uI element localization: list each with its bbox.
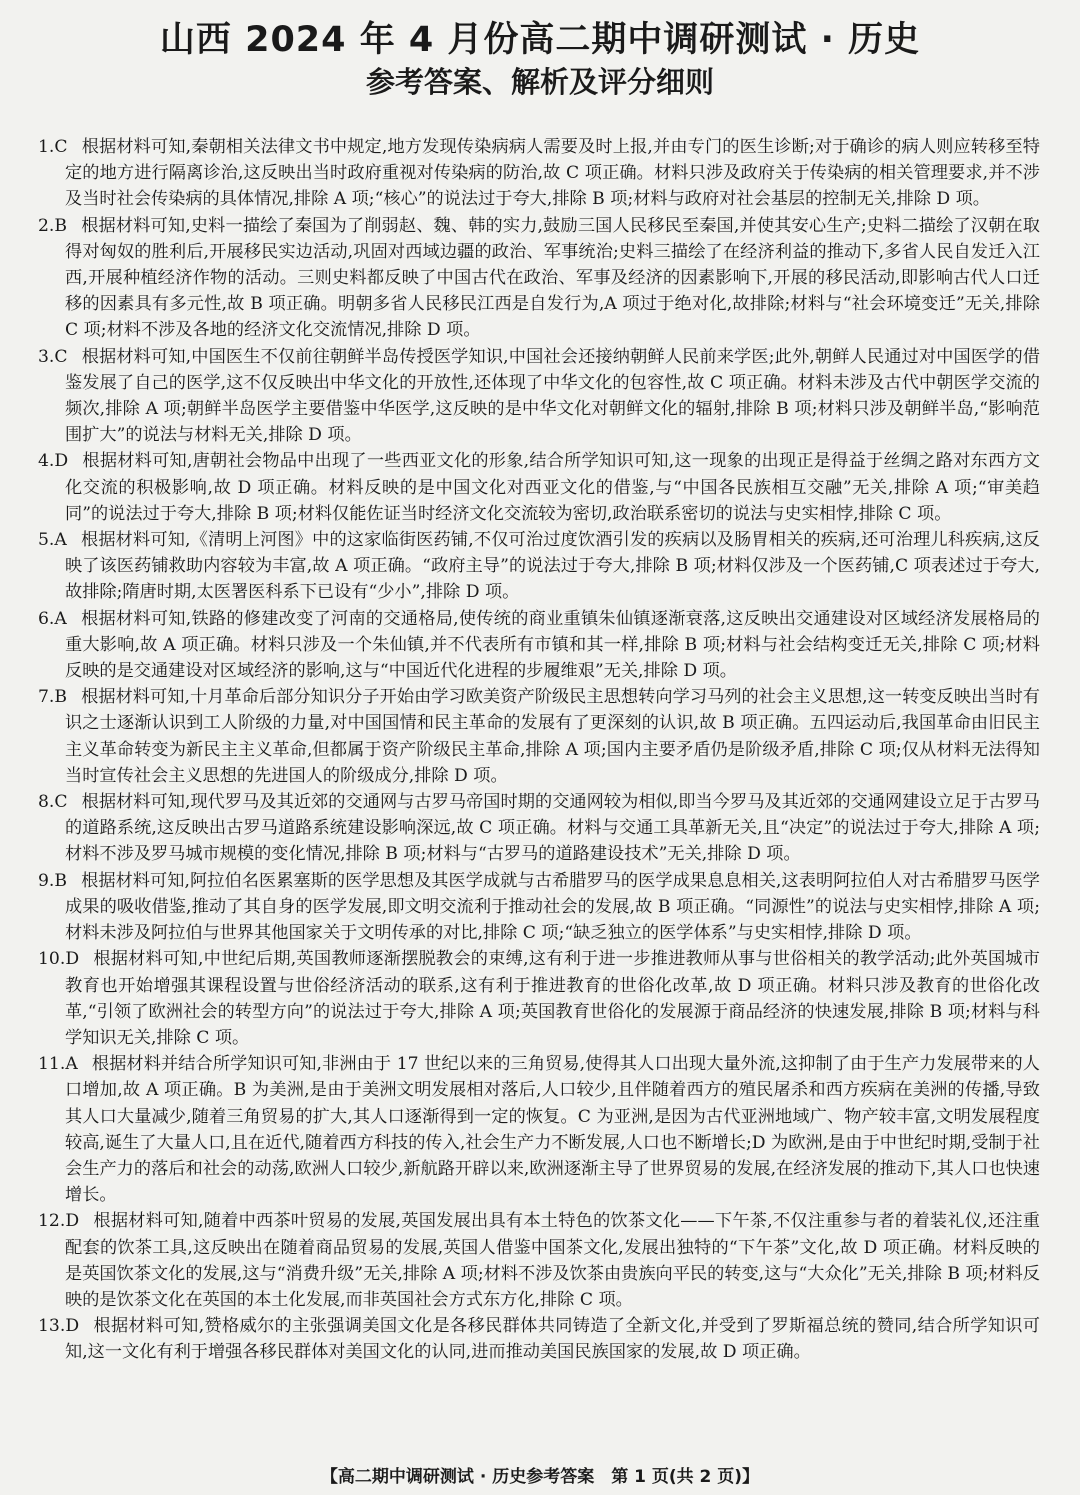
answer-key: D [65, 1211, 80, 1232]
answer-text: 根据材料可知,《清明上河图》中的这家临街医药铺,不仅可治过度饮酒引发的疾病以及肠胃相关的疾病,还可治理儿科疾病,这反映了该医药铺救助内容较为丰富,故 A 项正确。“政府主导”的说法过于夸大,排除 B 项;材料仅涉及一个医药铺,C 项表述过于夸大,故排除;隋唐时期,太医署医科系下已设有“少小”,排除 D 项。 [65, 530, 1040, 603]
answer-number: 3. [38, 346, 55, 367]
answer-key: B [54, 215, 68, 236]
answer-text: 根据材料并结合所学知识可知,非洲由于 17 世纪以来的三角贸易,使得其人口出现大量外流,这抑制了由于生产力发展带来的人口增加,故 A 项正确。B 为美洲,是由于美洲文明发展相对落后,人口较少,且伴随着西方的殖民屠杀和西方疾病在美洲的传播,导致其人口大量减少,随着三角贸易的扩大,其人口逐渐得到一定的恢复。C 为亚洲,是因为古代亚洲地域广、物产较丰富,文明发展程度较高,诞生了大量人口,且在近代,随着西方科技的传入,社会生产力不断发展,人口也不断增长;D 为欧洲,是由于中世纪时期,受制于社会生产力的落后和社会的动荡,欧洲人口较少,新航路开辟以来,欧洲逐渐主导了世界贸易的发展,在经济发展的推动下,其人口也快速增长。 [65, 1054, 1040, 1206]
answer-key: D [54, 451, 69, 472]
answer-number: 6. [38, 608, 55, 629]
answer-number: 9. [38, 870, 55, 891]
answer-text: 根据材料可知,中世纪后期,英国教师逐渐摆脱教会的束缚,这有利于进一步推进教师从事与世俗相关的教学活动;此外英国城市教育也开始增强其课程设置与世俗经济活动的联系,这有利于推进教育的世俗化改革,故 D 项正确。材料只涉及教育的世俗化改革,“引领了欧洲社会的转型方向”的说法过于夸大,排除 A 项;英国教育世俗化的发展源于商品经济的快速发展,排除 B 项;材料与科学知识无关,排除 C 项。 [65, 949, 1040, 1048]
answer-item-6 [38, 606, 1040, 685]
answer-text: 根据材料可知,中国医生不仅前往朝鲜半岛传授医学知识,中国社会还接纳朝鲜人民前来学医;此外,朝鲜人民通过对中国医学的借鉴发展了自己的医学,这不仅反映出中华文化的开放性,还体现了中华文化的包容性,故 C 项正确。材料未涉及古代中朝医学交流的频次,排除 A 项;朝鲜半岛医学主要借鉴中华医学,这反映的是中华文化对朝鲜文化的辐射,排除 B 项;材料只涉及朝鲜半岛,“影响范围扩大”的说法与材料无关,排除 D 项。 [65, 346, 1040, 446]
answer-number: 13. [38, 1316, 66, 1337]
answer-number: 8. [38, 792, 55, 813]
answer-number: 1. [38, 137, 55, 157]
answer-item-4 [38, 448, 1040, 527]
answer-item-1 [38, 134, 1040, 213]
answer-item-7 [38, 684, 1040, 789]
answer-text: 根据材料可知,十月革命后部分知识分子开始由学习欧美资产阶级民主思想转向学习马列的社会主义思想,这一转变反映出当时有识之士逐渐认识到工人阶级的力量,对中国国情和民主革命的发展有了更深刻的认识,故 B 项正确。五四运动后,我国革命由旧民主主义革命转变为新民主主义革命,但都属于资产阶级民主革命,排除 A 项;国内主要矛盾仍是阶级矛盾,排除 C 项;仅从材料无法得知当时宣传社会主义思想的先进国人的阶级成分,排除 D 项。 [65, 687, 1040, 786]
answer-text: 根据材料可知,阿拉伯名医累塞斯的医学思想及其医学成就与古希腊罗马的医学成果息息相关,这表明阿拉伯人对古希腊罗马医学成果的吸收借鉴,推动了其自身的医学发展,即文明交流利于推动社会的发展,故 B 项正确。“同源性”的说法与史实相悖,排除 A 项;材料未涉及阿拉伯与世界其他国家关于文明传承的对比,排除 C 项;“缺乏独立的医学体系”与史实相悖,排除 D 项。 [65, 870, 1040, 944]
answer-key: B [54, 687, 68, 708]
answer-number: 12. [38, 1211, 66, 1232]
answer-text: 根据材料可知,现代罗马及其近郊的交通网与古罗马帝国时期的交通网较为相似,即当今罗马及其近郊的交通网建设立足于古罗马的道路系统,这反映出古罗马道路系统建设影响深远,故 C 项正确。材料与交通工具革新无关,且“决定”的说法过于夸大,排除 A 项;材料不涉及罗马城市规模的变化情况,排除 B 项;材料与“古罗马的道路建设技术”无关,排除 D 项。 [65, 792, 1040, 865]
answer-text: 根据材料可知,随着中西茶叶贸易的发展,英国发展出具有本土特色的饮茶文化——下午茶,不仅注重参与者的着装礼仪,还注重配套的饮茶工具,这反映出在随着商品贸易的发展,英国人借鉴中国茶文化,发展出独特的“下午茶”文化,故 D 项正确。材料反映的是英国饮茶文化的发展,这与“消费升级”无关,排除 A 项;材料不涉及饮茶由贵族向平民的转变,这与“大众化”无关,排除 B 项;材料反映的是饮茶文化在英国的本土化发展,而非英国社会方式东方化,排除 C 项。 [65, 1211, 1040, 1310]
answer-item-9 [38, 868, 1040, 947]
answer-number: 5. [38, 530, 55, 551]
answer-item-11 [38, 1051, 1040, 1208]
answer-key: A [65, 1054, 78, 1075]
page-subtitle: 参考答案、解析及评分细则 [365, 65, 714, 99]
answer-key: C [54, 346, 68, 367]
answer-number: 2. [38, 215, 55, 236]
answer-key: B [54, 870, 68, 891]
answer-item-13 [38, 1313, 1040, 1365]
page-footer: 【高二期中调研测试 · 历史参考答案 第 1 页(共 2 页)】 [320, 1467, 760, 1487]
answer-item-5 [38, 527, 1040, 606]
answer-key: D [65, 1316, 80, 1337]
answer-text: 根据材料可知,铁路的修建改变了河南的交通格局,使传统的商业重镇朱仙镇逐渐衰落,这反映出交通建设对区域经济发展格局的重大影响,故 A 项正确。材料只涉及一个朱仙镇,并不代表所有市镇和其一样,排除 B 项;材料与社会结构变迁无关,排除 C 项;材料反映的是交通建设对区域经济的影响,这与“中国近代化进程的步履维艰”无关,排除 D 项。 [65, 608, 1040, 682]
answer-number: 4. [38, 451, 55, 472]
answer-text: 根据材料可知,秦朝相关法律文书中规定,地方发现传染病病人需要及时上报,并由专门的医生诊断;对于确诊的病人则应转移至特定的地方进行隔离诊治,这反映出当时政府重视对传染病的防治,故 C 项正确。材料只涉及政府关于传染病的相关管理要求,并不涉及当时社会传染病的具体情况,排除 A 项;“核心”的说法过于夸大,排除 B 项;材料与政府对社会基层的控制无关,排除 D 项。 [65, 137, 1040, 210]
answer-text: 根据材料可知,史料一描绘了秦国为了削弱赵、魏、韩的实力,鼓励三国人民移民至秦国,并使其安心生产;史料二描绘了汉朝在取得对匈奴的胜利后,开展移民实边活动,巩固对西域边疆的政治、军事统治;史料三描绘了在经济利益的推动下,多省人民自发迁入江西,开展种植经济作物的活动。三则史料都反映了中国古代在政治、军事及经济的因素影响下,开展的移民活动,即影响古代人口迁移的因素具有多元性,故 B 项正确。明朝多省人民移民江西是自发行为,A 项过于绝对化,故排除;材料与“社会环境变迁”无关,排除 C 项;材料不涉及各地的经济文化交流情况,排除 D 项。 [65, 215, 1040, 341]
answer-key: C [54, 792, 68, 813]
page-title: 山西 2024 年 4 月份高二期中调研测试 · 历史 [159, 20, 921, 60]
answer-number: 10. [38, 949, 66, 970]
answer-item-10 [38, 946, 1040, 1051]
answer-item-8 [38, 789, 1040, 868]
answer-item-2 [38, 213, 1040, 344]
answer-number: 11. [38, 1054, 66, 1075]
answer-text: 根据材料可知,赞格威尔的主张强调美国文化是各移民群体共同铸造了全新文化,并受到了罗斯福总统的赞同,结合所学知识可知,这一文化有利于增强各移民群体对美国文化的认同,进而推动美国民族国家的发展,故 D 项正确。 [65, 1316, 1040, 1363]
answer-key: A [54, 530, 67, 551]
answer-key: A [54, 608, 67, 629]
answer-key: D [65, 949, 80, 970]
answer-text: 根据材料可知,唐朝社会物品中出现了一些西亚文化的形象,结合所学知识可知,这一现象的出现正是得益于丝绸之路对东西方文化交流的积极影响,故 D 项正确。材料反映的是中国文化对西亚文化的借鉴,与“中国各民族相互交融”无关,排除 A 项;“审美趋同”的说法过于夸大,排除 B 项;材料仅能佐证当时经济文化交流较为密切,政治联系密切的说法与史实相悖,排除 C 项。 [65, 451, 1040, 524]
answer-item-12 [38, 1208, 1040, 1313]
answer-item-3 [38, 344, 1040, 449]
answer-number: 7. [38, 687, 55, 708]
answer-key: C [54, 137, 68, 157]
answer-list [38, 134, 1040, 1366]
